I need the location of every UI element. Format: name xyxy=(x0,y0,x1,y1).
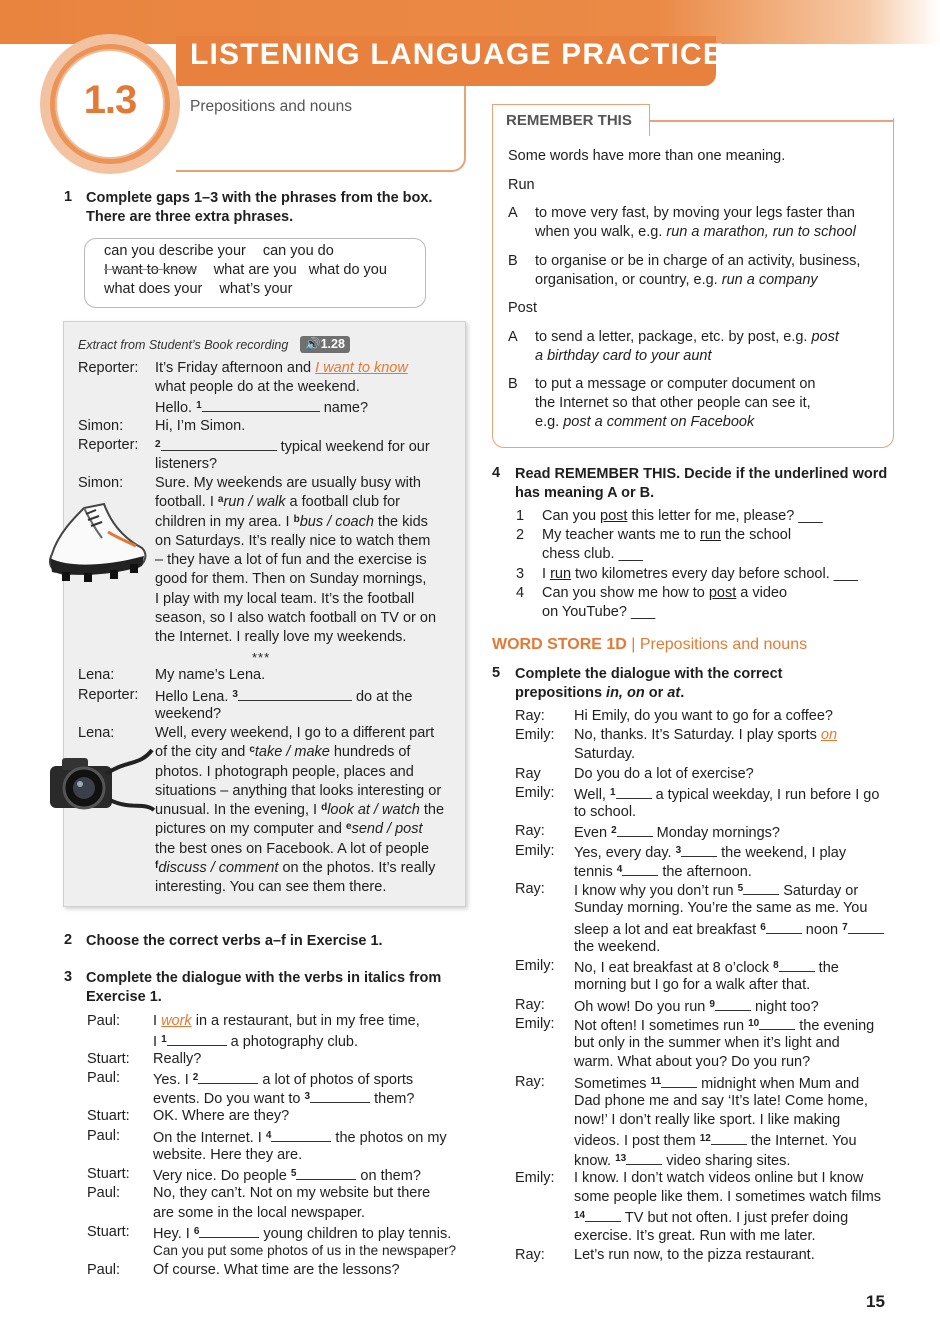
phrase-box-row xyxy=(104,281,292,297)
dialogue-line: OK. Where are they? xyxy=(153,1108,290,1124)
dialogue-line: Oh wow! Do you run $^9$ night too? xyxy=(574,999,819,1015)
dialogue-line: the best ones on Facebook. A lot of people xyxy=(155,841,430,857)
dialogue-line: I $^1$ a photography club. xyxy=(153,1034,359,1050)
exercise-4-instruction-line: has meaning A or B. xyxy=(515,485,655,501)
answer-gap[interactable] xyxy=(585,1208,621,1222)
verb-choice[interactable]: look at / watch xyxy=(327,802,420,818)
dialogue-line: morning but I go for a walk after that. xyxy=(574,977,811,993)
dialogue-line: No, thanks. It’s Saturday. I play sports on xyxy=(574,727,838,743)
answer-gap[interactable] xyxy=(743,881,779,895)
exercise-1-number: 1 xyxy=(64,189,73,205)
dialogue-line: but only in the summer when it’s light and xyxy=(574,1035,840,1051)
answer-gap[interactable] xyxy=(161,437,277,451)
question-line: on YouTube? ___ xyxy=(542,604,656,620)
remember-heading-run: Run xyxy=(508,177,535,193)
dialogue-line: photos. I photograph people, places and xyxy=(155,764,414,780)
answer-gap[interactable] xyxy=(238,687,352,701)
question-line: I run two kilometres every day before school. ___ xyxy=(542,566,858,582)
answer-gap[interactable] xyxy=(199,1224,259,1238)
speaker-label: Paul: xyxy=(87,1070,121,1086)
question-line: chess club. ___ xyxy=(542,546,643,562)
dialogue-line: Very nice. Do people $^5$ on them? xyxy=(153,1168,421,1184)
phrase-box-row xyxy=(104,262,387,278)
meaning-letter: B xyxy=(508,376,518,392)
example-answer: on xyxy=(820,727,838,743)
dialogue-line: It’s Friday afternoon and I want to know xyxy=(155,360,408,376)
dialogue-line: warm. What about you? Do you run? xyxy=(574,1054,811,1070)
verb-choice[interactable]: discuss / comment xyxy=(158,860,279,876)
speaker-label: Emily: xyxy=(515,785,555,801)
dialogue-line: I know. I don’t watch videos online but I know xyxy=(574,1170,864,1186)
verb-choice[interactable]: run / walk xyxy=(223,494,286,510)
dialogue-line: Hi Emily, do you want to go for a coffee? xyxy=(574,708,833,724)
dialogue-line: interesting. You can see them there. xyxy=(155,879,387,895)
dialogue-line: to school. xyxy=(574,804,637,820)
exercise-1-instruction-line: There are three extra phrases. xyxy=(86,209,294,225)
dialogue-line: Really? xyxy=(153,1051,202,1067)
speaker-label: Stuart: xyxy=(87,1224,130,1240)
speaker-label: Ray: xyxy=(515,708,545,724)
dialogue-line: are some in the local newspaper. xyxy=(153,1205,365,1221)
exercise-4-instruction-line: Read REMEMBER THIS. Decide if the underlined word xyxy=(515,466,888,482)
dialogue-line: Hi, I’m Simon. xyxy=(155,418,246,434)
speaker-label: Reporter: xyxy=(78,360,139,376)
speaker-label: Ray xyxy=(515,766,541,782)
phrase: what are you xyxy=(213,262,297,278)
dialogue-line: Saturday. xyxy=(574,746,635,762)
example-answer: I want to know xyxy=(315,360,408,376)
answer-gap[interactable] xyxy=(202,398,320,412)
dialogue-line: know. $^{13}$ video sharing sites. xyxy=(574,1153,791,1169)
dialogue-line: $^f$discuss / comment on the photos. It’s really xyxy=(155,860,436,876)
meaning-definition: to move very fast, by moving your legs faster than xyxy=(535,205,855,221)
speaker-label: Paul: xyxy=(87,1128,121,1144)
meaning-letter: A xyxy=(508,205,518,221)
speaker-label: Ray: xyxy=(515,823,545,839)
exercise-3-instruction-line: Complete the dialogue with the verbs in italics from xyxy=(86,970,442,986)
meaning-definition: to send a letter, package, etc. by post, e.g. post xyxy=(535,329,839,345)
meaning-definition: when you walk, e.g. run a marathon, run to school xyxy=(535,224,856,240)
answer-gap[interactable] xyxy=(167,1032,227,1046)
dialogue-line: the Internet. I really love my weekends. xyxy=(155,629,407,645)
phrase: what’s your xyxy=(219,281,293,297)
meaning-letter: B xyxy=(508,253,518,269)
dialogue-line: good for them. Then on Sunday mornings, xyxy=(155,571,427,587)
speaker-label: Reporter: xyxy=(78,687,139,703)
dialogue-line: My name’s Lena. xyxy=(155,667,266,683)
exercise-5-instruction-line: prepositions in, on or at. xyxy=(515,685,685,701)
example-answer: work xyxy=(161,1013,192,1029)
speaker-label: Paul: xyxy=(87,1262,121,1278)
dialogue-line: Yes. I $^2$ a lot of photos of sports xyxy=(153,1072,414,1088)
exercise-5-instruction-line: Complete the dialogue with the correct xyxy=(515,666,783,682)
dialogue-line: football. I $^a$run / walk a football club for xyxy=(155,494,400,510)
speaker-label: Stuart: xyxy=(87,1108,130,1124)
page-title: LISTENING LANGUAGE PRACTICE xyxy=(190,38,725,71)
verb-choice[interactable]: send / post xyxy=(351,821,423,837)
answer-gap[interactable] xyxy=(779,958,815,972)
dialogue-line: Do you do a lot of exercise? xyxy=(574,766,754,782)
dialogue-line: Yes, every day. $^3$ the weekend, I play xyxy=(574,845,847,861)
answer-gap[interactable] xyxy=(271,1128,331,1142)
dialogue-line: $^{14}$ TV but not often. I just prefer doing xyxy=(574,1210,849,1226)
speaker-label: Emily: xyxy=(515,843,555,859)
dialogue-line: I play with my local team. It’s the football xyxy=(155,591,415,607)
dialogue-line: Sunday morning. You’re the same as me. You xyxy=(574,900,868,916)
dialogue-line: tennis $^4$ the afternoon. xyxy=(574,864,752,880)
phrase-used: I want to know xyxy=(104,262,197,278)
dialogue-line: I work in a restaurant, but in my free time, xyxy=(153,1013,420,1029)
exercise-2-instruction: Choose the correct verbs a–f in Exercise 1. xyxy=(86,933,383,949)
dialogue-line: – they have a lot of fun and the exercise is xyxy=(155,552,427,568)
football-boot-icon xyxy=(38,498,150,584)
dialogue-line: Can you put some photos of us in the newspaper? xyxy=(153,1243,457,1258)
page-subtitle: Prepositions and nouns xyxy=(190,98,353,115)
answer-gap[interactable] xyxy=(661,1074,697,1088)
speaker-label: Emily: xyxy=(515,727,555,743)
answer-gap[interactable] xyxy=(296,1166,356,1180)
exercise-5-instruction xyxy=(515,665,782,703)
dialogue-line: Not often! I sometimes run $^{10}$ the evening xyxy=(574,1018,875,1034)
answer-gap[interactable] xyxy=(198,1070,258,1084)
exercise-3-instruction xyxy=(86,969,441,1007)
question-line: Can you show me how to post a video xyxy=(542,585,788,601)
exercise-5-number: 5 xyxy=(492,665,501,681)
exercise-3-number: 3 xyxy=(64,969,73,985)
meaning-definition: a birthday card to your aunt xyxy=(535,348,712,364)
meaning-definition: e.g. post a comment on Facebook xyxy=(535,414,755,430)
dialogue-line: On the Internet. I $^4$ the photos on my xyxy=(153,1130,447,1146)
page-number: 15 xyxy=(866,1292,885,1311)
dialogue-line: listeners? xyxy=(155,456,218,472)
dialogue-line: sleep a lot and eat breakfast $^6$ noon $^7$ xyxy=(574,920,884,938)
dialogue-line: pictures on my computer and $^e$send / post xyxy=(155,821,423,837)
dialogue-line: what people do at the weekend. xyxy=(155,379,360,395)
section-separator: *** xyxy=(252,650,271,665)
answer-gap[interactable] xyxy=(715,997,751,1011)
exercise-2-number: 2 xyxy=(64,932,73,948)
dialogue-line: Well, every weekend, I go to a different part xyxy=(155,725,435,741)
answer-gap[interactable] xyxy=(848,920,884,934)
speaker-label: Paul: xyxy=(87,1013,121,1029)
exercise-1-instruction-line: Complete gaps 1–3 with the phrases from the box. xyxy=(86,190,433,206)
dialogue-line: No, they can’t. Not on my website but there xyxy=(153,1185,431,1201)
dialogue-line: children in my area. I $^b$bus / coach the kids xyxy=(155,514,428,530)
answer-gap[interactable] xyxy=(626,1151,662,1165)
meaning-definition: to organise or be in charge of an activity, business, xyxy=(535,253,861,269)
dialogue-line: I know why you don’t run $^5$ Saturday or xyxy=(574,883,859,899)
exercise-4-number: 4 xyxy=(492,465,501,481)
unit-number: 1.3 xyxy=(83,78,137,122)
audio-track-number: 1.28 xyxy=(320,337,345,351)
speaker-label: Emily: xyxy=(515,1016,555,1032)
speaker-label: Paul: xyxy=(87,1185,121,1201)
speaker-label: Stuart: xyxy=(87,1051,130,1067)
speaker-label: Ray: xyxy=(515,1247,545,1263)
camera-icon xyxy=(40,740,158,824)
dialogue-line: now!’ I don’t really like sport. I like making xyxy=(574,1112,841,1128)
question-number: 1 xyxy=(516,508,525,524)
dialogue-line: of the city and $^c$take / make hundreds of xyxy=(155,744,411,760)
remember-this-title: REMEMBER THIS xyxy=(506,112,632,129)
speaker-label: Simon: xyxy=(78,475,124,491)
speaker-label: Emily: xyxy=(515,1170,555,1186)
speaker-label: Ray: xyxy=(515,881,545,897)
answer-gap[interactable] xyxy=(310,1089,370,1103)
dialogue-line: some people like them. I sometimes watch films xyxy=(574,1189,882,1205)
answer-gap[interactable] xyxy=(681,843,717,857)
verb-choice[interactable]: bus / coach xyxy=(299,514,374,530)
audio-track-badge[interactable] xyxy=(300,336,350,353)
meaning-letter: A xyxy=(508,329,518,345)
verb-choice[interactable]: take / make xyxy=(254,744,330,760)
dialogue-line: Sometimes $^{11}$ midnight when Mum and xyxy=(574,1076,860,1092)
speaker-icon: 🔊 xyxy=(305,337,321,351)
phrase-box-row xyxy=(104,243,334,259)
speaker-label: Lena: xyxy=(78,725,115,741)
dialogue-line: Hey. I $^6$ young children to play tennis. xyxy=(153,1226,452,1242)
speaker-label: Stuart: xyxy=(87,1166,130,1182)
remember-intro: Some words have more than one meaning. xyxy=(508,148,786,164)
question-number: 2 xyxy=(516,527,525,543)
dialogue-line: Of course. What time are the lessons? xyxy=(153,1262,400,1278)
speaker-label: Simon: xyxy=(78,418,124,434)
word-store-heading: WORD STORE 1D | Prepositions and nouns xyxy=(492,636,808,653)
extract-caption: Extract from Student’s Book recording xyxy=(78,338,289,352)
question-number: 3 xyxy=(516,566,525,582)
meaning-definition: to put a message or computer document on xyxy=(535,376,816,392)
answer-gap[interactable] xyxy=(616,785,652,799)
exercise-1-instruction xyxy=(86,189,432,227)
dialogue-line: videos. I post them $^{12}$ the Internet. You xyxy=(574,1133,857,1149)
dialogue-line: Hello Lena. $^3$ do at the xyxy=(155,689,413,705)
remember-heading-post: Post xyxy=(508,300,538,316)
answer-gap[interactable] xyxy=(617,823,653,837)
question-number: 4 xyxy=(516,585,525,601)
dialogue-line: Even $^2$ Monday mornings? xyxy=(574,825,780,841)
answer-gap[interactable] xyxy=(622,862,658,876)
dialogue-line: season, so I also watch football on TV or on xyxy=(155,610,437,626)
dialogue-line: events. Do you want to $^3$ them? xyxy=(153,1091,415,1107)
exercise-3-instruction-line: Exercise 1. xyxy=(86,989,162,1005)
dialogue-line: situations – anything that looks interesting or xyxy=(155,783,442,799)
speaker-label: Lena: xyxy=(78,667,115,683)
exercise-4-instruction xyxy=(515,465,887,503)
speaker-label: Ray: xyxy=(515,1074,545,1090)
dialogue-line: $^2$ typical weekend for our xyxy=(155,439,430,455)
dialogue-line: Dad phone me and say ‘It’s late! Come home, xyxy=(574,1093,868,1109)
meaning-definition: the Internet so that other people can see it, xyxy=(535,395,811,411)
speaker-label: Ray: xyxy=(515,997,545,1013)
phrase: can you describe your xyxy=(104,243,246,259)
speaker-label: Reporter: xyxy=(78,437,139,453)
answer-gap[interactable] xyxy=(711,1131,747,1145)
answer-gap[interactable] xyxy=(759,1016,795,1030)
speaker-label: Emily: xyxy=(515,958,555,974)
meaning-definition: organisation, or country, e.g. run a company xyxy=(535,272,818,288)
phrase: what does your xyxy=(104,281,203,297)
dialogue-line: Hello. $^1$ name? xyxy=(155,400,369,416)
dialogue-line: on Saturdays. It’s really nice to watch them xyxy=(155,533,431,549)
question-line: My teacher wants me to run the school xyxy=(542,527,792,543)
dialogue-line: weekend? xyxy=(155,706,222,722)
answer-gap[interactable] xyxy=(766,920,802,934)
dialogue-line: unusual. In the evening, I $^d$look at / watch the xyxy=(155,802,445,818)
dialogue-line: Let’s run now, to the pizza restaurant. xyxy=(574,1247,815,1263)
question-line: Can you post this letter for me, please? ___ xyxy=(542,508,823,524)
dialogue-line: Sure. My weekends are usually busy with xyxy=(155,475,421,491)
dialogue-line: Well, $^1$ a typical weekday, I run before I go xyxy=(574,787,880,803)
dialogue-line: the weekend. xyxy=(574,939,661,955)
dialogue-line: exercise. It’s great. Run with me later. xyxy=(574,1228,816,1244)
phrase: what do you xyxy=(308,262,387,278)
dialogue-line: website. Here they are. xyxy=(153,1147,303,1163)
dialogue-line: No, I eat breakfast at 8 o’clock $^8$ the xyxy=(574,960,839,976)
phrase: can you do xyxy=(262,243,334,259)
remember-this-top-border xyxy=(650,120,894,122)
